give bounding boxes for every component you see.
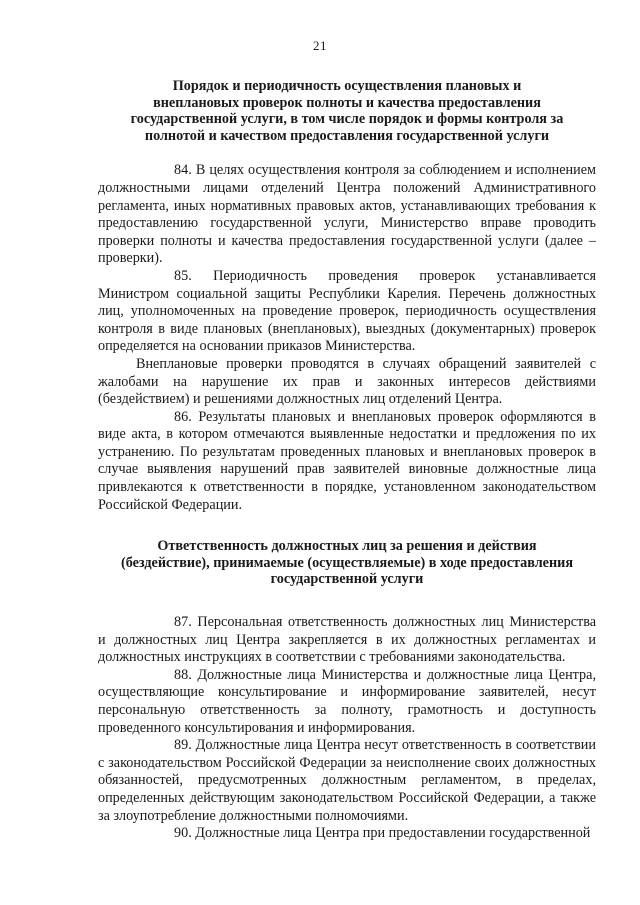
paragraph-86 bbox=[98, 409, 596, 515]
heading-line: Порядок и периодичность осуществления плановых и bbox=[172, 78, 522, 94]
paragraph-85 bbox=[98, 268, 596, 356]
paragraph-number: 84. bbox=[174, 162, 192, 179]
paragraph-number: 88. bbox=[174, 666, 192, 683]
heading-line: Ответственность должностных лиц за решения и действия bbox=[157, 538, 537, 555]
heading-line: полнотой и качеством предоставления государственной услуги bbox=[144, 127, 550, 144]
paragraph-text: В целях осуществления контроля за соблюдением и исполнением должностными лицами отделений Центра положений Административного регламента, иных нормативных правовых актов, устанавливающих требования к предоставлению государственной услуги, Министерство вправе проводить проверки полноты и качества предоставления государственной услуги (далее – проверки). bbox=[98, 162, 597, 267]
paragraph-number: 90. bbox=[174, 825, 192, 842]
paragraph-84 bbox=[98, 162, 596, 268]
section-heading-responsibility bbox=[98, 538, 596, 588]
page-number: 21 bbox=[313, 38, 327, 53]
heading-line: государственной услуги, в том числе порядок и формы контроля за bbox=[130, 111, 564, 128]
paragraph-text: Должностные лица Центра несут ответственность в соответствии с законодательством Российской Федерации за неисполнение своих должностных обязанностей, предусмотренных должностным регламентом, в пределах, определенных действующим законодательством Российской Федерации, а также за злоупотребление должностными полномочиями. bbox=[98, 737, 596, 824]
paragraph-number: 86. bbox=[174, 408, 192, 425]
paragraph-90 bbox=[98, 825, 596, 843]
paragraph-text: Должностные лица Министерства и должностные лица Центра, осуществляющие консультирование и информирование заявителей, несут персональную ответственность за полноту, грамотность и доступность проведенного консультирования и информирования. bbox=[98, 666, 596, 736]
paragraph-87 bbox=[98, 614, 596, 667]
paragraph-88 bbox=[98, 667, 596, 737]
paragraph-text: Внеплановые проверки проводятся в случаях обращений заявителей с жалобами на нарушение их прав и законных интересов действиями (бездействием) и решениями должностных лиц отделений Центра. bbox=[98, 355, 596, 408]
paragraph-text: Персональная ответственность должностных лиц Министерства и должностных лиц Центра закрепляется в их должностных регламентах и должностных инструкциях в соответствии с требованиями законодательства. bbox=[98, 614, 597, 666]
document-body bbox=[98, 78, 596, 843]
paragraph-text: Результаты плановых и внеплановых проверок оформляются в виде акта, в котором отмечаются выявленные недостатки и предложения по их устранению. По результатам проведенных плановых и внеплановых проверок в случае выявления нарушений прав заявителей виновные должностные лица привлекаются к ответственности в порядке, установленном законодательством Российской Федерации. bbox=[98, 408, 597, 513]
paragraph-number: 85. bbox=[174, 267, 192, 284]
heading-line: внеплановых проверок полноты и качества предоставления bbox=[153, 94, 541, 111]
heading-line: государственной услуги bbox=[270, 571, 424, 588]
paragraph-unplanned-inspections bbox=[98, 356, 596, 409]
section-heading-inspections bbox=[98, 78, 596, 144]
paragraph-text: Должностные лица Центра при предоставлении государственной bbox=[195, 825, 591, 842]
paragraph-number: 89. bbox=[174, 737, 192, 754]
heading-line: (бездействие), принимаемые (осуществляемые) в ходе предоставления bbox=[120, 554, 574, 571]
paragraph-number: 87. bbox=[174, 614, 192, 631]
paragraph-text: Периодичность проведения проверок устанавливается Министром социальной защиты Республики Карелия. Перечень должностных лиц, уполномоченных на проведение проверок, периодичность осуществления контроля в виде плановых (внеплановых), выездных (документарных) проверок определяется на основании приказов Министерства. bbox=[98, 267, 597, 355]
paragraph-89 bbox=[98, 737, 596, 825]
